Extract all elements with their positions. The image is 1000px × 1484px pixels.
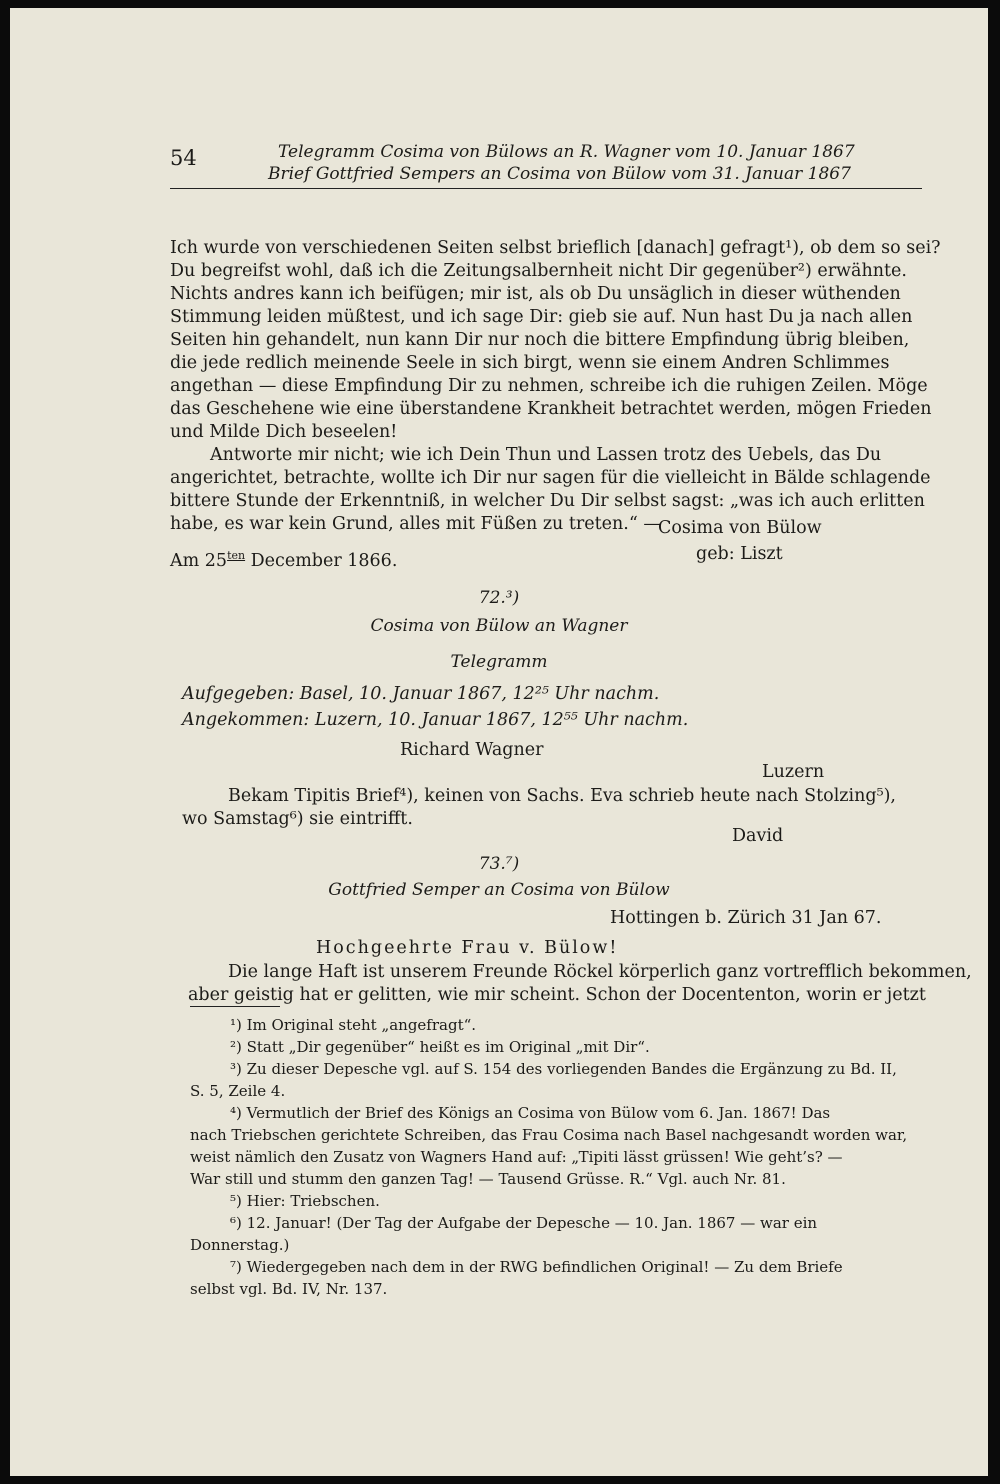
text-line: Ich wurde von verschiedenen Seiten selbst brieflich [danach] gefragt¹), ob dem so sei?	[170, 238, 941, 258]
salutation: Hochgeehrte Frau v. Bülow!	[316, 938, 619, 958]
footnote-line: War still und stumm den ganzen Tag! — Tausend Grüsse. R.“ Vgl. auch Nr. 81.	[190, 1170, 786, 1188]
page-number: 54	[170, 146, 197, 170]
telegram-sent: Aufgegeben: Basel, 10. Januar 1867, 12²⁵ Uhr nachm.	[182, 684, 660, 704]
date-prefix: Am 25	[170, 550, 228, 571]
text-line: Antworte mir nicht; wie ich Dein Thun und Lassen trotz des Uebels, das Du	[210, 445, 882, 465]
footnote-line: Donnerstag.)	[190, 1236, 290, 1254]
footnote-line: selbst vgl. Bd. IV, Nr. 137.	[190, 1280, 388, 1298]
document-heading-73: Gottfried Semper an Cosima von Bülow	[328, 880, 670, 900]
signature-name: Cosima von Bülow	[658, 518, 822, 538]
telegram-received: Angekommen: Luzern, 10. Januar 1867, 12⁵⁵ Uhr nachm.	[182, 710, 689, 730]
text-line: Seiten hin gehandelt, nun kann Dir nur noch die bittere Empfindung übrig bleiben,	[170, 330, 910, 350]
footnote-line: weist nämlich den Zusatz von Wagners Hand auf: „Tipiti lässt grüssen! Wie geht’s? —	[190, 1148, 843, 1166]
addressee-place: Luzern	[762, 762, 825, 782]
text-line: angethan — diese Empfindung Dir zu nehmen, schreibe ich die ruhigen Zeilen. Möge	[170, 376, 928, 396]
telegram-body-line-1: Bekam Tipitis Brief⁴), keinen von Sachs. Eva schrieb heute nach Stolzing⁵),	[228, 786, 896, 806]
footnote-line: ⁶) 12. Januar! (Der Tag der Aufgabe der Depesche — 10. Jan. 1867 — war ein	[230, 1214, 818, 1232]
place-date: Hottingen b. Zürich 31 Jan 67.	[610, 908, 882, 928]
letter-line-1: Die lange Haft ist unserem Freunde Röckel körperlich ganz vortrefflich bekommen,	[228, 962, 972, 982]
footnote-line: nach Triebschen gerichtete Schreiben, das Frau Cosima nach Basel nachgesandt worden war,	[190, 1126, 908, 1144]
text-line: die jede redlich meinende Seele in sich birgt, wenn sie einem Andren Schlimmes	[170, 353, 890, 373]
text-line: und Milde Dich beseelen!	[170, 422, 398, 442]
document-heading-72: Cosima von Bülow an Wagner	[370, 616, 628, 636]
footnote-line: ¹) Im Original steht „angefragt“.	[230, 1016, 477, 1034]
text-line: Stimmung leiden müßtest, und ich sage Dir: gieb sie auf. Nun hast Du ja nach allen	[170, 307, 913, 327]
footnote-line: ⁵) Hier: Triebschen.	[230, 1192, 380, 1210]
footnote-rule	[190, 1006, 280, 1007]
date-suffix: December 1866.	[245, 550, 398, 571]
telegram-signature: David	[732, 826, 784, 846]
footnote-line: ²) Statt „Dir gegenüber“ heißt es im Original „mit Dir“.	[230, 1038, 650, 1056]
letter-date	[170, 544, 397, 573]
text-line: Nichts andres kann ich beifügen; mir ist, als ob Du unsäglich in dieser wüthenden	[170, 284, 901, 304]
document-number-73: 73.⁷)	[478, 854, 520, 874]
footnote-line: ⁴) Vermutlich der Brief des Königs an Cosima von Bülow vom 6. Jan. 1867! Das	[230, 1104, 831, 1122]
text-line: das Geschehene wie eine überstandene Krankheit betrachtet werden, mögen Frieden	[170, 399, 932, 419]
document-number-72: 72.³)	[478, 588, 520, 608]
header-rule	[170, 188, 922, 189]
footnote-line: ⁷) Wiedergegeben nach dem in der RWG befindlichen Original! — Zu dem Briefe	[230, 1258, 843, 1276]
text-line: Du begreifst wohl, daß ich die Zeitungsalbernheit nicht Dir gegenüber²) erwähnte.	[170, 261, 907, 281]
footnote-line: ³) Zu dieser Depesche vgl. auf S. 154 des vorliegenden Bandes die Ergänzung zu Bd. II,	[230, 1060, 897, 1078]
letter-line-2: aber geistig hat er gelitten, wie mir scheint. Schon der Docententon, worin er jetzt	[188, 985, 926, 1005]
text-line: bittere Stunde der Erkenntniß, in welcher Du Dir selbst sagst: „was ich auch erlitten	[170, 491, 925, 511]
text-line: habe, es war kein Grund, alles mit Füßen zu treten.“ —	[170, 514, 661, 534]
addressee: Richard Wagner	[400, 740, 544, 760]
text-line: angerichtet, betrachte, wollte ich Dir nur sagen für die vielleicht in Bälde schlagende	[170, 468, 931, 488]
footnote-line: S. 5, Zeile 4.	[190, 1082, 286, 1100]
running-title-line-1: Telegramm Cosima von Bülows an R. Wagner vom 10. Januar 1867	[278, 142, 855, 162]
book-page	[10, 8, 988, 1476]
document-type: Telegramm	[450, 652, 548, 672]
signature-nee: geb: Liszt	[696, 544, 783, 564]
running-title-line-2: Brief Gottfried Sempers an Cosima von Bülow vom 31. Januar 1867	[268, 164, 851, 184]
telegram-body-line-2: wo Samstag⁶) sie eintrifft.	[182, 809, 413, 829]
date-superscript: ten	[227, 549, 246, 562]
